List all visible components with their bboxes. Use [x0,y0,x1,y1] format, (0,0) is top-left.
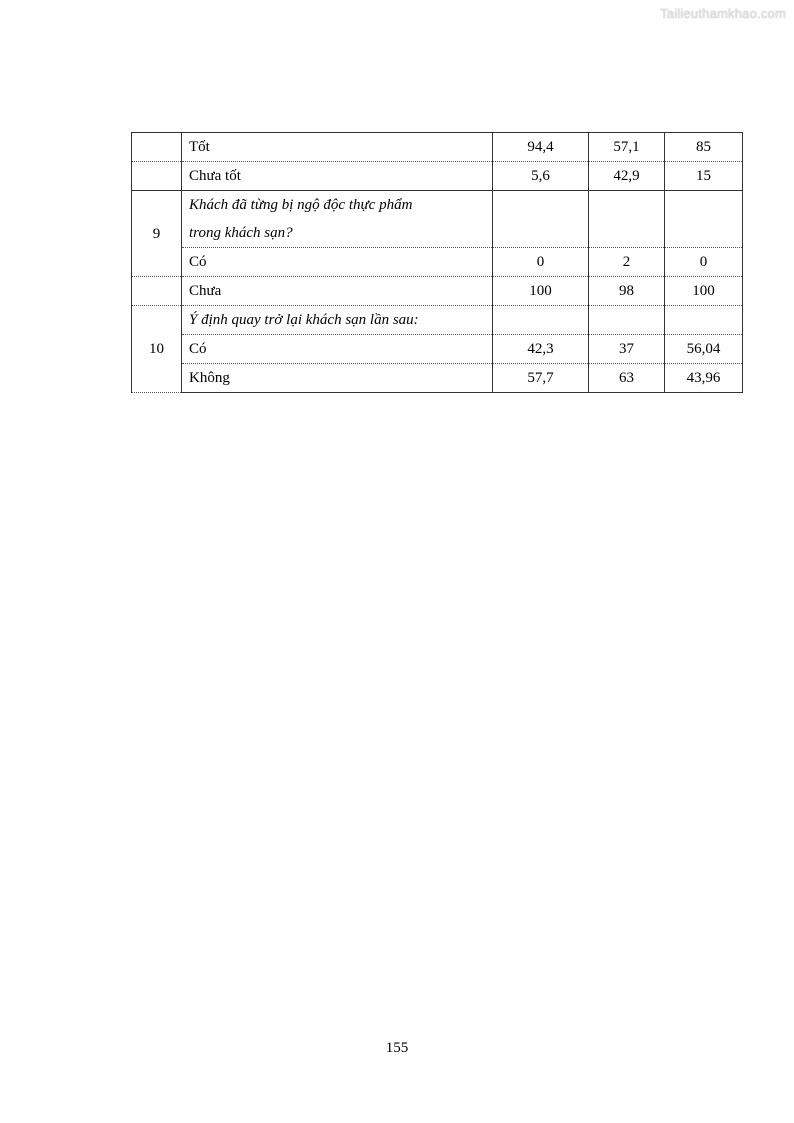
value-cell: 43,96 [665,364,743,393]
value-cell [665,306,743,335]
table-row [132,248,743,277]
group-number-cell: 10 [132,306,182,393]
group-number-cell: 9 [132,191,182,277]
value-cell: 100 [493,277,589,306]
table-row [132,277,743,306]
table-row [132,306,743,335]
value-cell: 42,9 [589,162,665,191]
survey-results-table [131,132,743,393]
row-label: Có [182,335,493,364]
value-cell [493,306,589,335]
group-number-cell [132,133,182,162]
value-cell [589,306,665,335]
table-row [132,162,743,191]
page-number: 155 [385,1040,409,1056]
table-row [132,364,743,393]
row-label: Có [182,248,493,277]
value-cell: 37 [589,335,665,364]
row-label: Chưa tốt [182,162,493,191]
table-row [132,335,743,364]
row-label: Chưa [182,277,493,306]
value-cell: 57,7 [493,364,589,393]
table-row [132,191,743,220]
question-label: Ý định quay trở lại khách sạn lần sau: [182,306,493,335]
value-cell: 98 [589,277,665,306]
value-cell: 100 [665,277,743,306]
group-number-cell [132,162,182,191]
value-cell [665,191,743,248]
watermark: Tailieuthamkhao.com [660,6,786,21]
value-cell: 15 [665,162,743,191]
question-label-line1: Khách đã từng bị ngộ độc thực phẩm [182,191,493,220]
table-row [132,133,743,162]
value-cell: 0 [665,248,743,277]
row-label: Tốt [182,133,493,162]
value-cell: 57,1 [589,133,665,162]
value-cell [589,191,665,248]
value-cell: 85 [665,133,743,162]
group-number-cell [132,277,182,306]
value-cell: 56,04 [665,335,743,364]
row-label: Không [182,364,493,393]
value-cell: 94,4 [493,133,589,162]
value-cell [493,191,589,248]
question-label-line2: trong khách sạn? [182,219,493,248]
value-cell: 42,3 [493,335,589,364]
value-cell: 2 [589,248,665,277]
value-cell: 63 [589,364,665,393]
value-cell: 5,6 [493,162,589,191]
value-cell: 0 [493,248,589,277]
